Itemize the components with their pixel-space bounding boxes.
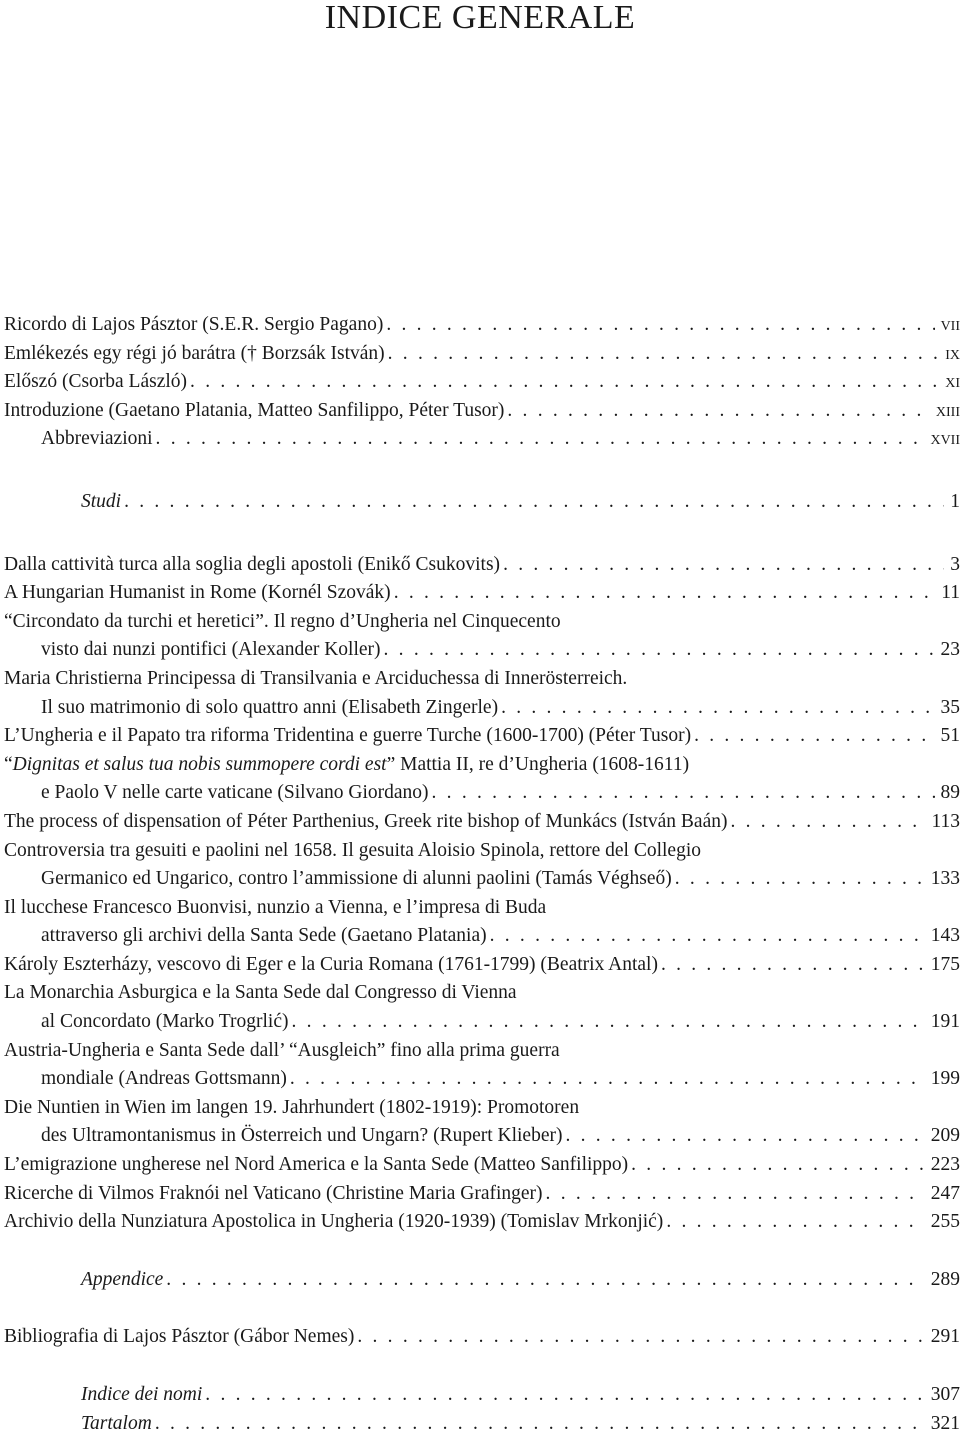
toc-entry-ricordo[interactable] <box>4 311 960 340</box>
toc-section-indice-nomi[interactable] <box>4 1381 960 1410</box>
dot-leader <box>187 368 939 397</box>
toc-section-label: Tartalom <box>81 1410 152 1438</box>
toc-page-number: 133 <box>925 865 960 894</box>
toc-entry-title: Archivio della Nunziatura Apostolica in Ungheria (1920-1939) (Tomislav Mrkonjić) <box>4 1208 663 1237</box>
toc-entry-essay[interactable] <box>4 722 960 751</box>
toc-page-number: 247 <box>925 1180 960 1209</box>
toc-page-number: xiii <box>930 397 960 426</box>
toc-page-number: 3 <box>944 551 960 580</box>
toc-entry-title: L’emigrazione ungherese nel Nord America e la Santa Sede (Matteo Sanfilippo) <box>4 1151 628 1180</box>
toc-entry-title: Bibliografia di Lajos Pásztor (Gábor Nemes) <box>4 1323 354 1352</box>
toc-entry-title: Dalla cattività turca alla soglia degli apostoli (Enikő Csukovits) <box>4 551 500 580</box>
toc-entry-essay[interactable] <box>4 751 960 808</box>
toc-entry-bibliografia[interactable] <box>4 1323 960 1352</box>
dot-leader <box>543 1180 925 1209</box>
toc-entry-essay[interactable] <box>4 808 960 837</box>
dot-leader <box>628 1151 925 1180</box>
dot-leader <box>500 551 944 580</box>
dot-leader <box>202 1381 924 1410</box>
toc-entry-essay[interactable] <box>4 979 960 1036</box>
toc-entry-title-line: La Monarchia Asburgica e la Santa Sede dal Congresso di Vienna <box>4 979 960 1008</box>
toc-page-number: 307 <box>925 1381 960 1410</box>
toc-section-tartalom[interactable] <box>4 1410 960 1438</box>
dot-leader <box>121 488 944 517</box>
toc-page-number: 291 <box>925 1323 960 1352</box>
toc-page-number: 89 <box>935 779 960 808</box>
toc-italic-title: Dignitas et salus tua nobis summopere cordi est <box>13 754 387 775</box>
dot-leader <box>289 1008 925 1037</box>
dot-leader <box>727 808 925 837</box>
dot-leader <box>691 722 934 751</box>
toc-page-number: 199 <box>925 1065 960 1094</box>
toc-entry-essay[interactable] <box>4 894 960 951</box>
dot-leader <box>663 1208 924 1237</box>
toc-section-label: Indice dei nomi <box>81 1381 202 1410</box>
toc-entry-title: Ricerche di Vilmos Fraknói nel Vaticano (Christine Maria Grafinger) <box>4 1180 543 1209</box>
toc-entry-title: e Paolo V nelle carte vaticane (Silvano Giordano) <box>41 779 429 808</box>
dot-leader <box>658 951 925 980</box>
toc-entry-essay[interactable] <box>4 1151 960 1180</box>
toc-entry-title: al Concordato (Marko Trogrlić) <box>41 1008 289 1037</box>
toc-entry-essay[interactable] <box>4 551 960 580</box>
toc-page-number: 143 <box>925 922 960 951</box>
toc-section-label: Studi <box>81 488 121 517</box>
page-title: INDICE GENERALE <box>0 0 960 36</box>
toc-entry-title-line: Austria-Ungheria e Santa Sede dall’ “Ausgleich” fino alla prima guerra <box>4 1037 960 1066</box>
table-of-contents <box>4 311 960 1438</box>
toc-entry-title-line: Controversia tra gesuiti e paolini nel 1658. Il gesuita Aloisio Spinola, rettore del Collegio <box>4 837 960 866</box>
toc-page-number: 51 <box>935 722 960 751</box>
dot-leader <box>385 340 940 369</box>
toc-entry-essay[interactable] <box>4 951 960 980</box>
toc-page-number: 11 <box>935 579 960 608</box>
dot-leader <box>153 425 925 454</box>
toc-page-number: xvii <box>924 425 960 454</box>
dot-leader <box>391 579 936 608</box>
toc-page-number: 23 <box>935 636 960 665</box>
toc-entry-title: visto dai nunzi pontifici (Alexander Koller) <box>41 636 381 665</box>
toc-entry-title: L’Ungheria e il Papato tra riforma Tridentina e guerre Turche (1600-1700) (Péter Tusor) <box>4 722 691 751</box>
toc-entry-eloszo[interactable] <box>4 368 960 397</box>
toc-entry-emlekezes[interactable] <box>4 340 960 369</box>
toc-entry-essay[interactable] <box>4 665 960 722</box>
toc-page-number: 35 <box>935 694 960 723</box>
dot-leader <box>504 397 929 426</box>
toc-entry-essay[interactable] <box>4 1094 960 1151</box>
toc-entry-essay[interactable] <box>4 837 960 894</box>
toc-entry-title: The process of dispensation of Péter Parthenius, Greek rite bishop of Munkács (István Baán) <box>4 808 727 837</box>
toc-entry-essay[interactable] <box>4 579 960 608</box>
toc-section-appendice[interactable] <box>4 1266 960 1295</box>
toc-page-number: xi <box>939 368 960 397</box>
toc-entry-abbreviazioni[interactable] <box>4 425 960 454</box>
toc-entry-title: mondiale (Andreas Gottsmann) <box>41 1065 287 1094</box>
dot-leader <box>163 1266 924 1295</box>
dot-leader <box>152 1410 925 1438</box>
toc-entry-essay[interactable] <box>4 608 960 665</box>
toc-entry-title: attraverso gli archivi della Santa Sede (Gaetano Platania) <box>41 922 487 951</box>
dot-leader <box>498 694 934 723</box>
toc-entry-title: des Ultramontanismus in Österreich und Ungarn? (Rupert Klieber) <box>41 1122 562 1151</box>
toc-page-number: 1 <box>944 488 960 517</box>
toc-entry-title-rest: ” Mattia II, re d’Ungheria (1608-1611) <box>387 754 690 775</box>
toc-entry-title: Abbreviazioni <box>41 425 153 454</box>
toc-entry-title: A Hungarian Humanist in Rome (Kornél Szovák) <box>4 579 391 608</box>
toc-entry-introduzione[interactable] <box>4 397 960 426</box>
toc-entry-title: Károly Eszterházy, vescovo di Eger e la Curia Romana (1761-1799) (Beatrix Antal) <box>4 951 658 980</box>
dot-leader <box>672 865 925 894</box>
toc-entry-title-line: Die Nuntien in Wien im langen 19. Jahrhundert (1802-1919): Promotoren <box>4 1094 960 1123</box>
toc-entry-title: Introduzione (Gaetano Platania, Matteo Sanfilippo, Péter Tusor) <box>4 397 504 426</box>
dot-leader <box>429 779 935 808</box>
toc-page-number: 113 <box>925 808 960 837</box>
toc-section-label: Appendice <box>81 1266 163 1295</box>
dot-leader <box>383 311 934 340</box>
toc-entry-title: Emlékezés egy régi jó barátra († Borzsák István) <box>4 340 385 369</box>
toc-entry-title-line: Il lucchese Francesco Buonvisi, nunzio a Vienna, e l’impresa di Buda <box>4 894 960 923</box>
dot-leader <box>287 1065 925 1094</box>
toc-entry-title: Előszó (Csorba László) <box>4 368 187 397</box>
toc-page-number: 255 <box>925 1208 960 1237</box>
toc-section-studi[interactable] <box>4 488 960 517</box>
dot-leader <box>562 1122 924 1151</box>
toc-page-number: 289 <box>925 1266 960 1295</box>
dot-leader <box>354 1323 924 1352</box>
toc-page-number: 223 <box>925 1151 960 1180</box>
toc-entry-title: Ricordo di Lajos Pásztor (S.E.R. Sergio Pagano) <box>4 311 383 340</box>
dot-leader <box>381 636 935 665</box>
toc-page-number: ix <box>939 340 960 369</box>
toc-entry-title-line: “Dignitas et salus tua nobis summopere cordi est” Mattia II, re d’Ungheria (1608-1611) <box>4 751 960 780</box>
toc-page-number: 321 <box>925 1410 960 1438</box>
toc-entry-title-line: Maria Christierna Principessa di Transilvania e Arciduchessa di Innerösterreich. <box>4 665 960 694</box>
toc-entry-essay[interactable] <box>4 1208 960 1237</box>
toc-entry-title: Germanico ed Ungarico, contro l’ammissione di alunni paolini (Tamás Véghseő) <box>41 865 672 894</box>
toc-page-number: 209 <box>925 1122 960 1151</box>
toc-entry-title-line: “Circondato da turchi et heretici”. Il regno d’Ungheria nel Cinquecento <box>4 608 960 637</box>
dot-leader <box>487 922 925 951</box>
toc-entry-title: Il suo matrimonio di solo quattro anni (Elisabeth Zingerle) <box>41 694 498 723</box>
toc-page-number: 175 <box>925 951 960 980</box>
toc-page-number: 191 <box>925 1008 960 1037</box>
toc-entry-essay[interactable] <box>4 1037 960 1094</box>
toc-entry-essay[interactable] <box>4 1180 960 1209</box>
toc-page-number: vii <box>935 311 960 340</box>
